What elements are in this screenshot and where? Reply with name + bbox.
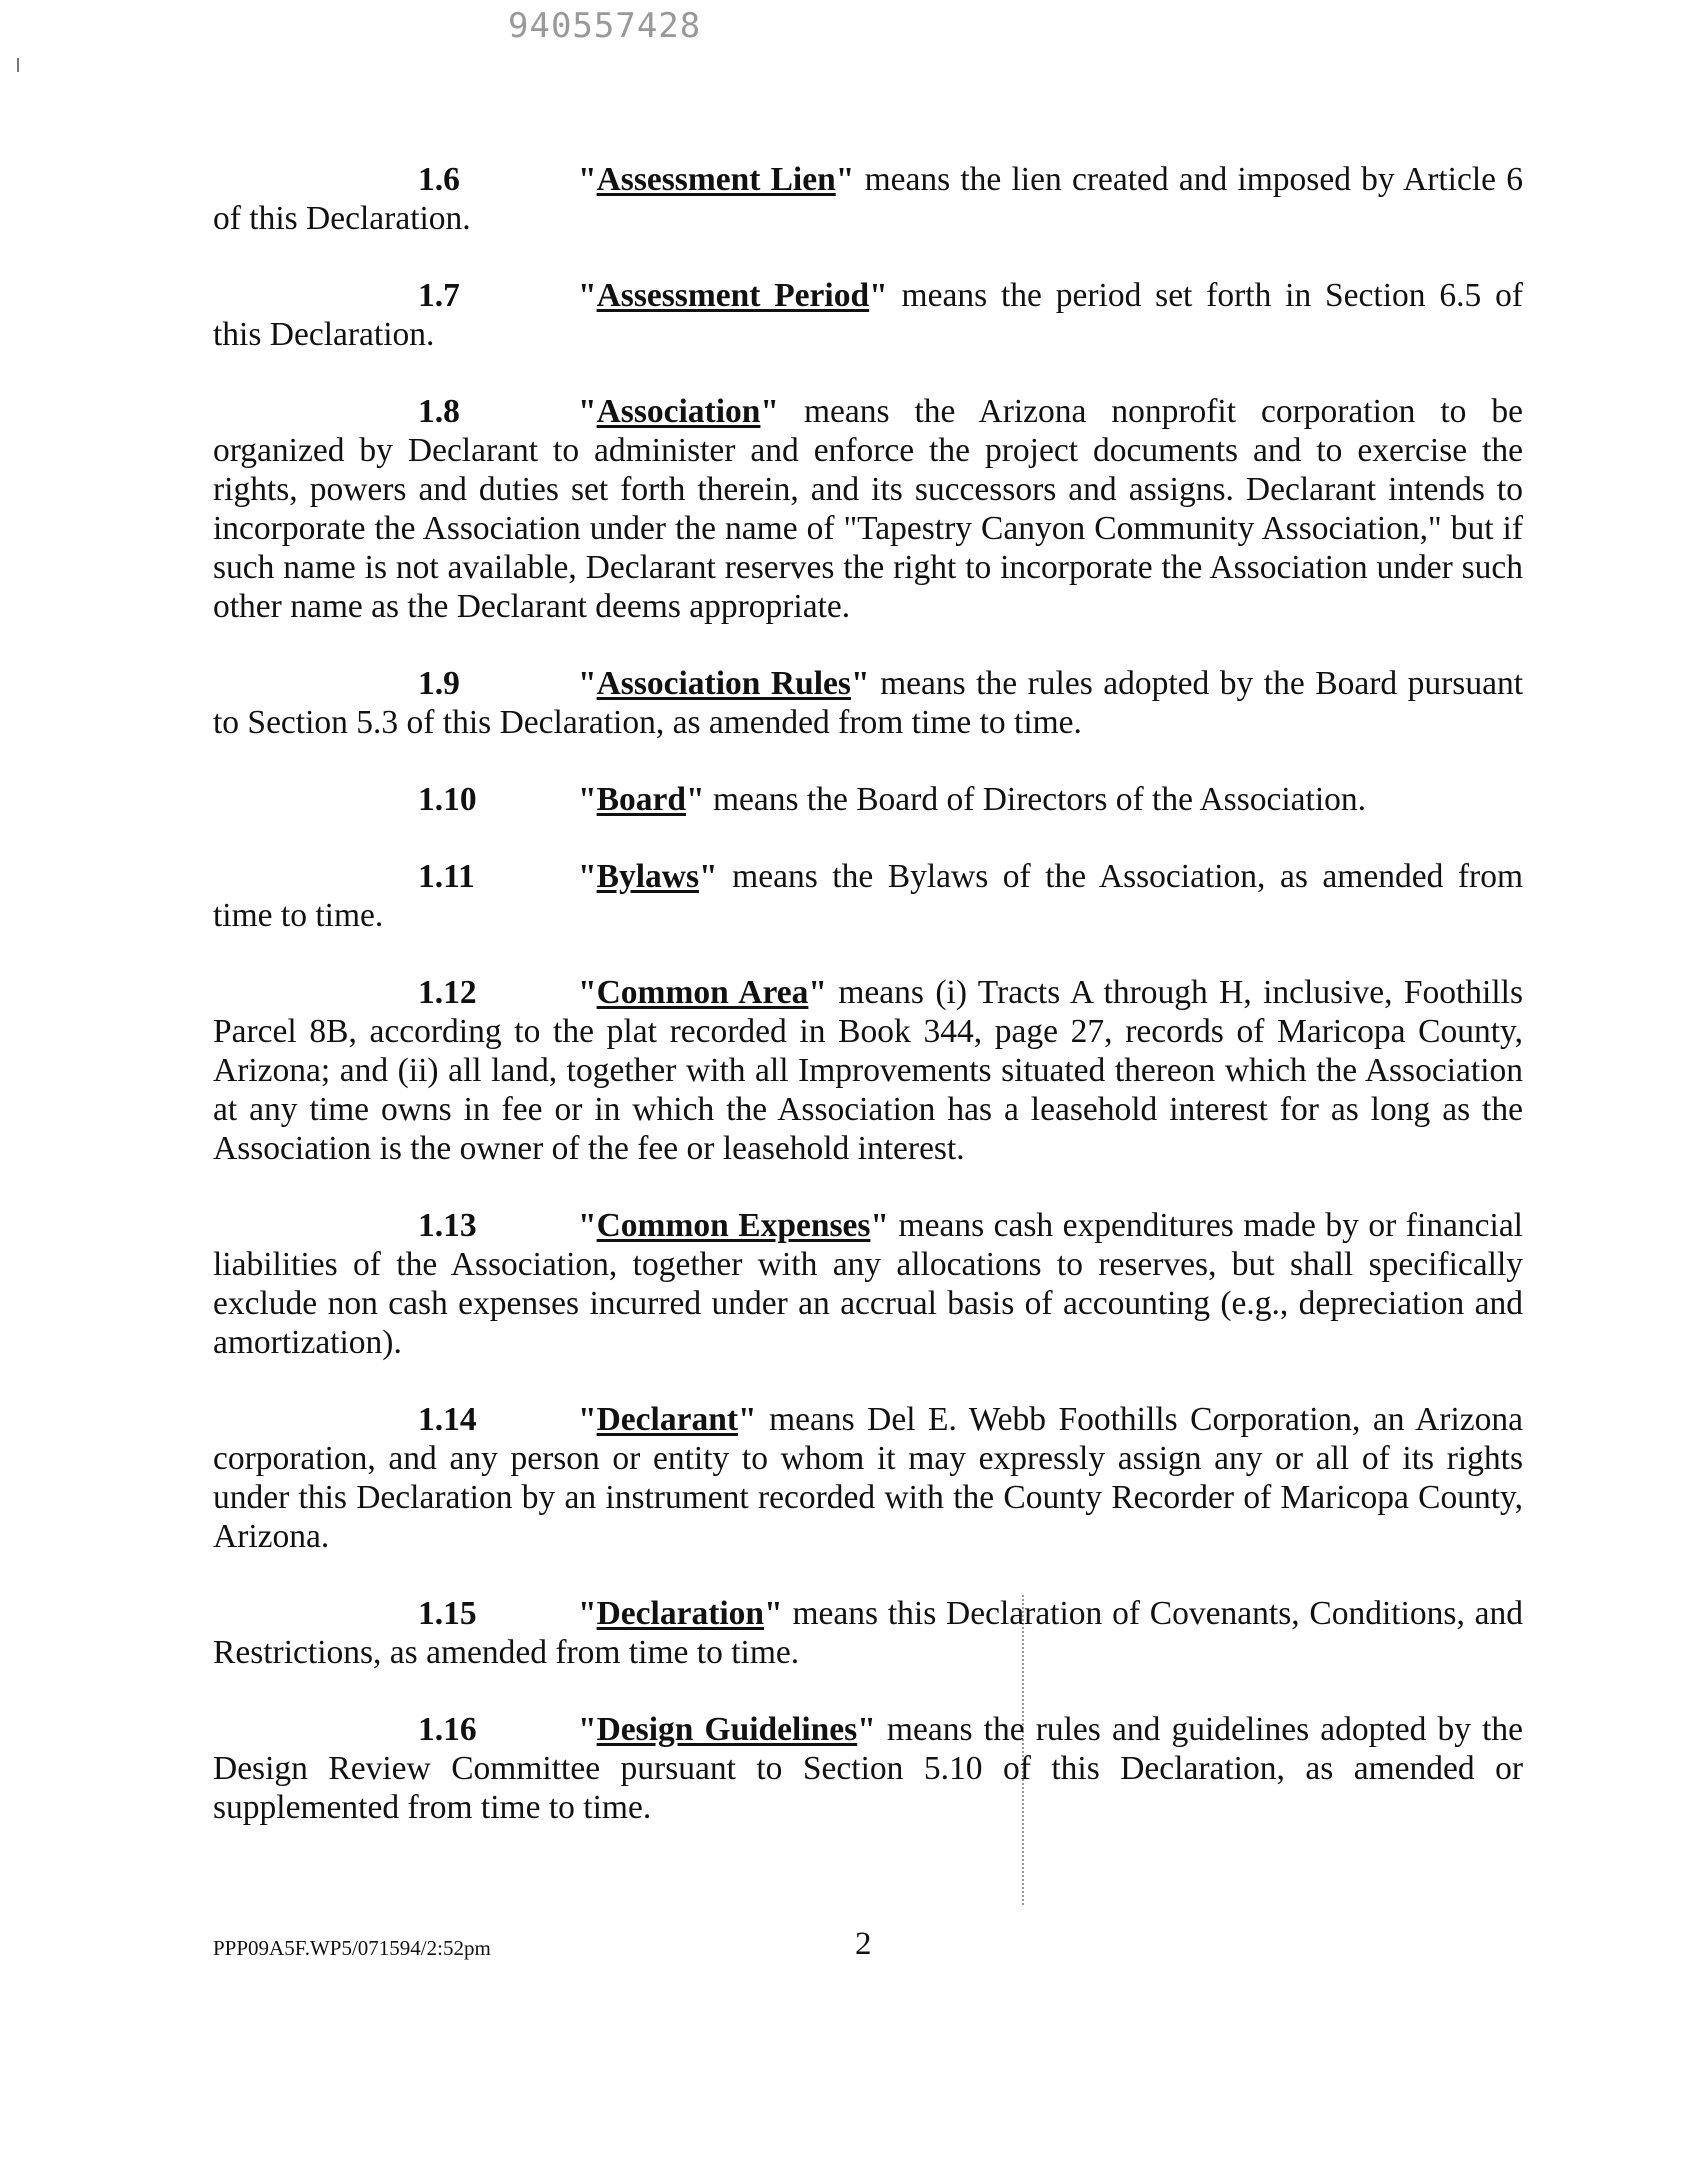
definition-text: means (i) Tracts A through H, inclusive, Foothills Parcel 8B, according to the plat recorded in Book 344, page 27, records of Maricopa County, Arizona; and (ii) all land, together with all Improvements situated thereon which the Association at any time owns in fee or in which the Association has a leasehold interest for as long as the Association is the owner of the fee or leasehold interest. [213, 974, 1523, 1167]
section-number: 1.12 [418, 974, 477, 1011]
definition-text: means the period set forth in Section 6.5 of this Declaration. [213, 277, 1523, 353]
definition-paragraph [213, 857, 1523, 935]
section-number: 1.13 [418, 1207, 477, 1244]
scan-speck [17, 58, 19, 72]
definition-text: means the Arizona nonprofit corporation to be organized by Declarant to administer and enforce the project documents and to exercise the rights, powers and duties set forth therein, and its successors and assigns. Declarant intends to incorporate the Association under the name of "Tapestry Canyon Community Association," but if such name is not available, Declarant reserves the right to incorporate the Association under such other name as the Declarant deems appropriate. [213, 393, 1523, 625]
defined-term: "Bylaws" [578, 858, 718, 895]
definition-paragraph [213, 1710, 1523, 1827]
definition-paragraph [213, 1594, 1523, 1672]
definition-text: means this Declaration of Covenants, Conditions, and Restrictions, as amended from time to time. [213, 1595, 1523, 1671]
section-number: 1.10 [418, 781, 477, 818]
definition-text: means the rules and guidelines adopted by the Design Review Committee pursuant to Section 5.10 of this Declaration, as amended or supplemented from time to time. [213, 1711, 1524, 1826]
footer-document-id: PPP09A5F.WP5/071594/2:52pm [213, 1936, 491, 1960]
document-body [213, 160, 1523, 1827]
definition-text: means the Board of Directors of the Association. [704, 781, 1367, 818]
page-number: 2 [855, 1926, 872, 1962]
section-number: 1.6 [418, 161, 460, 198]
defined-term: "Declaration" [578, 1595, 783, 1632]
definition-paragraph [213, 160, 1523, 238]
definition-paragraph [213, 392, 1523, 626]
defined-term: "Assessment Lien" [578, 161, 855, 198]
section-number: 1.14 [418, 1401, 477, 1438]
defined-term: "Design Guidelines" [578, 1711, 876, 1748]
definition-text: means the Bylaws of the Association, as amended from time to time. [213, 858, 1523, 934]
document-stamp-number: 940557428 [508, 6, 702, 46]
section-number: 1.8 [418, 393, 460, 430]
section-number: 1.11 [418, 858, 475, 895]
definition-paragraph [213, 664, 1523, 742]
definition-text: means cash expenditures made by or financial liabilities of the Association, together with any allocations to reserves, but shall specifically exclude non cash expenses incurred under an accrual basis of accounting (e.g., depreciation and amortization). [213, 1207, 1523, 1361]
section-number: 1.15 [418, 1595, 477, 1632]
defined-term: "Association Rules" [578, 665, 870, 702]
defined-term: "Common Area" [578, 974, 827, 1011]
definition-paragraph [213, 1206, 1523, 1362]
section-number: 1.9 [418, 665, 460, 702]
definition-text: means the rules adopted by the Board pursuant to Section 5.3 of this Declaration, as amended from time to time. [213, 665, 1523, 741]
defined-term: "Common Expenses" [578, 1207, 890, 1244]
definition-paragraph [213, 780, 1523, 819]
definition-paragraph [213, 973, 1523, 1168]
definition-text: means the lien created and imposed by Article 6 of this Declaration. [213, 161, 1523, 237]
section-number: 1.16 [418, 1711, 477, 1748]
definition-text: means Del E. Webb Foothills Corporation, an Arizona corporation, and any person or entity to whom it may expressly assign any or all of its rights under this Declaration by an instrument recorded with the County Recorder of Maricopa County, Arizona. [213, 1401, 1523, 1555]
definition-paragraph [213, 276, 1523, 354]
definition-paragraph [213, 1400, 1523, 1556]
defined-term: "Declarant" [578, 1401, 757, 1438]
section-number: 1.7 [418, 277, 460, 314]
defined-term: "Assessment Period" [578, 277, 888, 314]
defined-term: "Board" [578, 781, 705, 818]
defined-term: "Association" [578, 393, 780, 430]
